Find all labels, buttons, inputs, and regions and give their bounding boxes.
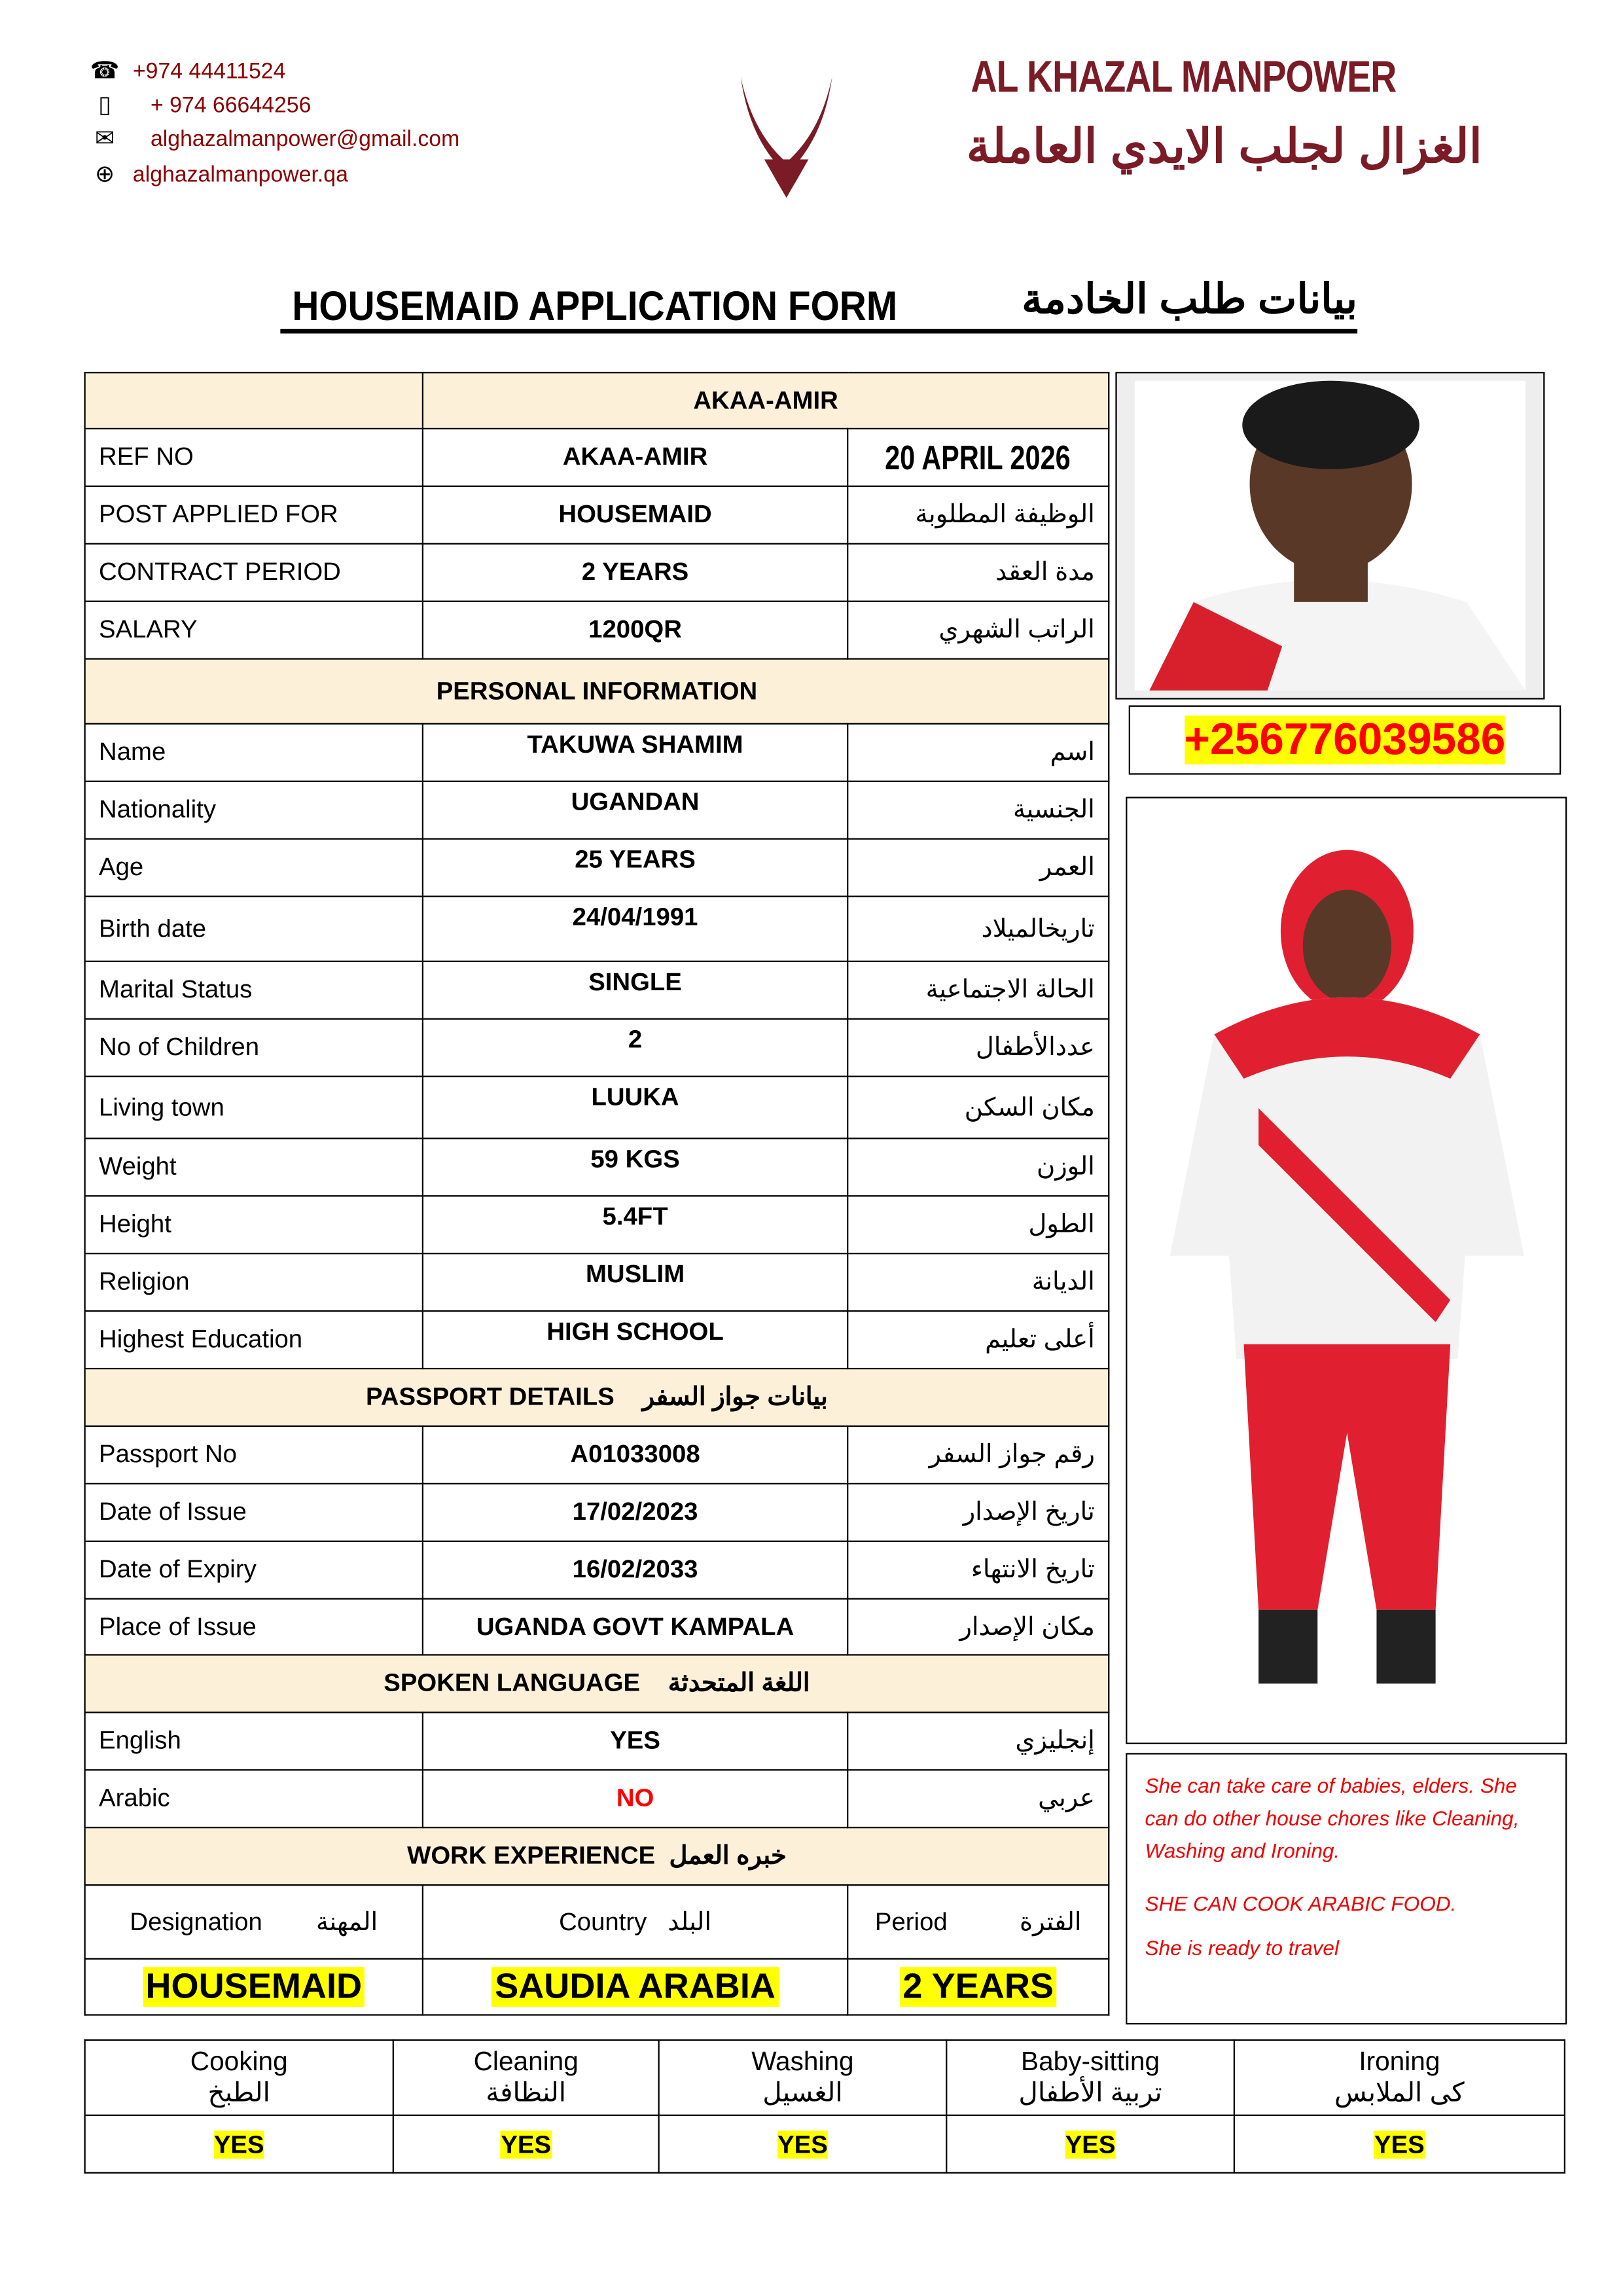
- country-value: SAUDIA ARABIA: [492, 1966, 779, 2006]
- period-header: [847, 1885, 1109, 1959]
- row-label: Religion: [85, 1253, 423, 1311]
- phone-landline: [88, 56, 285, 86]
- language-heading: [85, 1655, 1109, 1712]
- skill-value-cell: [1234, 2115, 1565, 2173]
- empty-header-cell: [85, 372, 423, 429]
- row-label-ar: تاريخ الإصدار: [847, 1484, 1109, 1541]
- row-value-text: HIGH SCHOOL: [546, 1318, 724, 1346]
- country-header-en: Country: [559, 1907, 647, 1935]
- designation-value: HOUSEMAID: [143, 1966, 365, 2006]
- full-body-photo: [1126, 797, 1567, 1744]
- skill-header: [1234, 2040, 1565, 2115]
- skill-name-ar: الطبخ: [207, 2077, 270, 2108]
- ref-no-value: AKAA-AMIR: [423, 429, 847, 486]
- skill-header: [946, 2040, 1234, 2115]
- table-row: [85, 1311, 1109, 1369]
- designation-cell: [85, 1959, 423, 2015]
- row-label-ar: رقم جواز السفر: [847, 1426, 1109, 1484]
- contact-phone-number: +256776039586: [1184, 715, 1506, 764]
- skill-value-cell: [659, 2115, 947, 2173]
- row-value: [423, 1019, 847, 1077]
- country-header: [423, 1885, 847, 1959]
- skills-value-row: [85, 2115, 1565, 2173]
- post-label: POST APPLIED FOR: [85, 486, 423, 544]
- row-label: Marital Status: [85, 961, 423, 1019]
- table-row: [85, 781, 1109, 839]
- row-label-ar: الجنسية: [847, 781, 1109, 839]
- row-value: [423, 1541, 847, 1599]
- row-label: Date of Issue: [85, 1484, 423, 1541]
- row-label: Birth date: [85, 897, 423, 961]
- form-title: [280, 278, 1357, 334]
- skill-value: YES: [501, 2130, 552, 2159]
- skill-value-cell: [946, 2115, 1234, 2173]
- row-label-ar: تاريخالميلاد: [847, 897, 1109, 961]
- notes-box: [1126, 1753, 1567, 2024]
- table-row: [85, 1253, 1109, 1311]
- language-heading-ar: اللغة المتحدثة: [668, 1668, 810, 1697]
- passport-heading-en: PASSPORT DETAILS: [366, 1382, 615, 1411]
- gazelle-logo-icon: [735, 74, 838, 201]
- row-label: English: [85, 1712, 423, 1770]
- row-label-ar: مكان الإصدار: [847, 1599, 1109, 1655]
- phone-mobile-text: + 974 66644256: [150, 92, 312, 118]
- post-value: HOUSEMAID: [423, 486, 847, 544]
- row-value: [423, 1253, 847, 1311]
- brand-name-en: AL KHAZAL MANPOWER: [971, 53, 1397, 102]
- telephone-icon: ☎: [90, 59, 120, 84]
- post-label-ar: الوظيفة المطلوبة: [847, 486, 1109, 544]
- row-value-text: 2: [628, 1025, 643, 1054]
- period-header-en: Period: [874, 1907, 948, 1935]
- period-header-ar: الفترة: [1020, 1907, 1082, 1935]
- code-header: AKAA-AMIR: [423, 372, 1109, 429]
- skill-name-en: Cooking: [190, 2046, 288, 2077]
- table-row: [85, 839, 1109, 897]
- date-value: 20 APRIL 2026: [885, 437, 1071, 476]
- row-value: [423, 961, 847, 1019]
- row-value: [423, 1712, 847, 1770]
- passport-heading: [85, 1369, 1109, 1426]
- phone-landline-text: +974 44411524: [132, 58, 286, 84]
- row-value: [423, 724, 847, 781]
- row-value: [423, 1770, 847, 1827]
- designation-header-en: Designation: [130, 1907, 262, 1935]
- contract-value: 2 YEARS: [423, 544, 847, 601]
- designation-header: [85, 1885, 423, 1959]
- row-label: Height: [85, 1196, 423, 1253]
- skill-name-ar: تربية الأطفال: [1018, 2077, 1162, 2108]
- ref-no-label: REF NO: [85, 429, 423, 486]
- table-row: [85, 1426, 1109, 1484]
- skill-value: YES: [1065, 2130, 1116, 2159]
- email-link[interactable]: alghazalmanpower@gmail.com: [150, 126, 460, 152]
- table-row: [85, 1077, 1109, 1139]
- envelope-icon: ✉: [94, 126, 115, 152]
- row-value: [423, 781, 847, 839]
- row-label-ar: عددالأطفال: [847, 1019, 1109, 1077]
- row-value: [423, 1077, 847, 1139]
- row-value: [423, 897, 847, 961]
- table-row: [85, 961, 1109, 1019]
- skill-name-ar: النظافة: [486, 2077, 567, 2108]
- row-label-ar: تاريخ الانتهاء: [847, 1541, 1109, 1599]
- skill-value: YES: [777, 2130, 828, 2159]
- table-row: [85, 724, 1109, 781]
- skill-value: YES: [1374, 2130, 1425, 2159]
- skill-name-en: Washing: [751, 2046, 854, 2077]
- date-cell: [847, 429, 1109, 486]
- row-label-ar: إنجليزي: [847, 1712, 1109, 1770]
- skill-name-en: Baby-sitting: [1021, 2046, 1160, 2077]
- row-value: [423, 1599, 847, 1655]
- salary-label-ar: الراتب الشهري: [847, 601, 1109, 659]
- website-contact: [88, 159, 348, 188]
- row-value: [423, 1311, 847, 1369]
- row-label-ar: اسم: [847, 724, 1109, 781]
- row-value-text: 17/02/2023: [572, 1498, 698, 1526]
- row-value-text: 16/02/2033: [572, 1555, 698, 1584]
- period-value: 2 YEARS: [900, 1966, 1057, 2006]
- period-cell: [847, 1959, 1109, 2015]
- mobile-phone-icon: ▯: [98, 93, 112, 118]
- row-label: Nationality: [85, 781, 423, 839]
- passport-heading-ar: بيانات جواز السفر: [642, 1382, 828, 1411]
- work-heading: [85, 1827, 1109, 1885]
- row-label: Name: [85, 724, 423, 781]
- contact-phone-box: [1129, 706, 1561, 775]
- row-value: [423, 1138, 847, 1196]
- skill-name-en: Ironing: [1359, 2046, 1440, 2077]
- notes-line-3: She is ready to travel: [1145, 1935, 1339, 1960]
- work-heading-en: WORK EXPERIENCE: [407, 1841, 656, 1870]
- form-title-en: HOUSEMAID APPLICATION FORM: [292, 283, 898, 329]
- skill-value-cell: [85, 2115, 393, 2173]
- table-row: [85, 1196, 1109, 1253]
- row-label-ar: عربي: [847, 1770, 1109, 1827]
- row-label-ar: الديانة: [847, 1253, 1109, 1311]
- row-value-text: UGANDAN: [571, 787, 700, 816]
- globe-icon: ⊕: [94, 162, 115, 188]
- skill-name-ar: الغسيل: [762, 2077, 843, 2108]
- row-value-text: YES: [610, 1726, 660, 1755]
- row-value-text: MUSLIM: [585, 1260, 685, 1289]
- designation-header-ar: المهنة: [315, 1907, 378, 1935]
- language-heading-en: SPOKEN LANGUAGE: [383, 1668, 641, 1697]
- row-label: Place of Issue: [85, 1599, 423, 1655]
- row-value: [423, 839, 847, 897]
- row-label-ar: الحالة الاجتماعية: [847, 961, 1109, 1019]
- skill-header: [659, 2040, 947, 2115]
- contract-label: CONTRACT PERIOD: [85, 544, 423, 601]
- row-label: Weight: [85, 1138, 423, 1196]
- phone-mobile: [88, 90, 311, 120]
- table-row: [85, 1541, 1109, 1599]
- table-row: [85, 1484, 1109, 1541]
- skill-name-en: Cleaning: [473, 2046, 579, 2077]
- row-label: No of Children: [85, 1019, 423, 1077]
- row-label-ar: الوزن: [847, 1138, 1109, 1196]
- notes-line-2: SHE CAN COOK ARABIC FOOD.: [1145, 1892, 1457, 1916]
- notes-line-1: She can take care of babies, elders. She can do other house chores like Cleaning, Washing and Ironing.: [1145, 1773, 1520, 1863]
- table-row: [85, 1712, 1109, 1770]
- row-value-text: 5.4FT: [602, 1202, 668, 1231]
- table-row: [85, 1019, 1109, 1077]
- table-row: [85, 1599, 1109, 1655]
- website-text: alghazalmanpower.qa: [132, 161, 348, 187]
- table-row: [85, 1138, 1109, 1196]
- country-header-ar: البلد: [668, 1907, 711, 1935]
- table-row: [85, 897, 1109, 961]
- row-label: Date of Expiry: [85, 1541, 423, 1599]
- skill-value: YES: [213, 2130, 264, 2159]
- row-label: Age: [85, 839, 423, 897]
- table-row: [85, 1770, 1109, 1827]
- email-contact: [88, 124, 459, 153]
- row-label-ar: العمر: [847, 839, 1109, 897]
- form-title-ar: بيانات طلب الخادمة: [1022, 276, 1358, 322]
- row-value-text: 24/04/1991: [572, 903, 698, 931]
- salary-value: 1200QR: [423, 601, 847, 659]
- row-label: Living town: [85, 1077, 423, 1139]
- skill-value-cell: [393, 2115, 659, 2173]
- row-value-text: LUUKA: [591, 1083, 679, 1111]
- country-cell: [423, 1959, 847, 2015]
- row-value-text: SINGLE: [588, 967, 682, 996]
- row-label-ar: أعلى تعليم: [847, 1311, 1109, 1369]
- row-label: Arabic: [85, 1770, 423, 1827]
- row-value: [423, 1196, 847, 1253]
- skill-header: [85, 2040, 393, 2115]
- skills-header-row: [85, 2040, 1565, 2115]
- contract-label-ar: مدة العقد: [847, 544, 1109, 601]
- row-label-ar: الطول: [847, 1196, 1109, 1253]
- skill-header: [393, 2040, 659, 2115]
- row-value-text: A01033008: [570, 1440, 700, 1469]
- portrait-photo: [1115, 372, 1544, 699]
- row-value-text: UGANDA GOVT KAMPALA: [476, 1612, 794, 1640]
- row-label: Highest Education: [85, 1311, 423, 1369]
- row-value-text: TAKUWA SHAMIM: [527, 730, 743, 759]
- row-value-text: 59 KGS: [590, 1145, 680, 1174]
- brand-name-ar: الغزال لجلب الايدي العاملة: [966, 119, 1482, 173]
- row-value-text: NO: [616, 1784, 654, 1812]
- personal-heading: PERSONAL INFORMATION: [85, 659, 1109, 724]
- row-value-text: 25 YEARS: [575, 845, 696, 874]
- row-label: Passport No: [85, 1426, 423, 1484]
- details-table: [84, 372, 1110, 2016]
- skill-name-ar: كى الملابس: [1334, 2077, 1465, 2108]
- row-value: [423, 1484, 847, 1541]
- skills-table: [84, 2039, 1566, 2174]
- row-label-ar: مكان السكن: [847, 1077, 1109, 1139]
- row-value: [423, 1426, 847, 1484]
- work-heading-ar: خبره العمل: [669, 1841, 787, 1870]
- salary-label: SALARY: [85, 601, 423, 659]
